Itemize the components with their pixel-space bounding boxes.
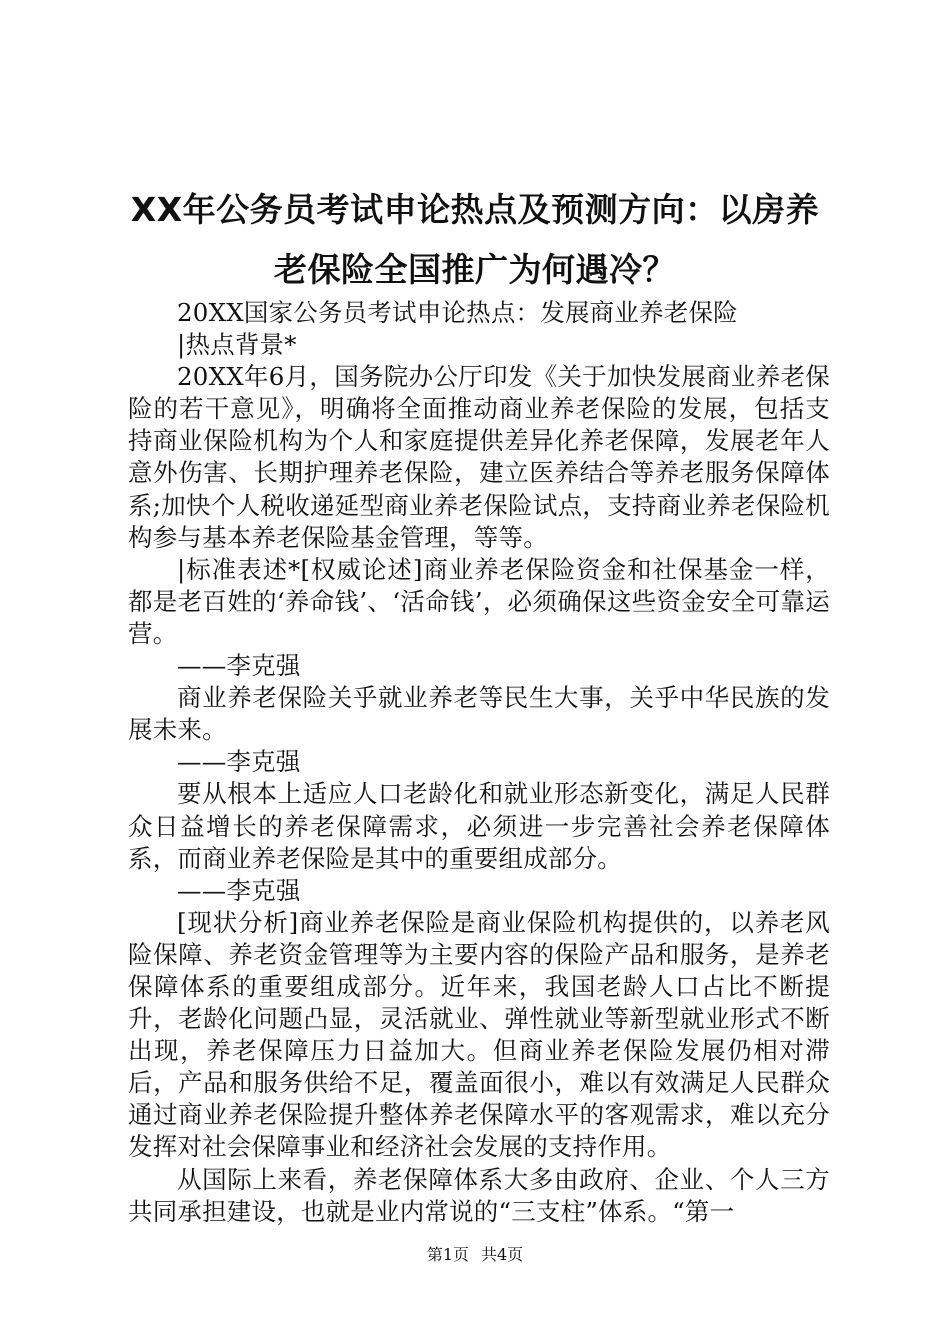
paragraph-quote: 要从根本上适应人口老龄化和就业形态新变化，满足人民群众日益增长的养老保障需求，必须进一步完善社会养老保障体系，而商业养老保险是其中的重要组成部分。 xyxy=(128,779,830,873)
paragraph-attribution: ——李克强 xyxy=(177,651,301,681)
paragraph-attribution: ——李克强 xyxy=(177,875,301,905)
document-body xyxy=(128,297,830,1228)
paragraph-standard-statement: |标准表述*[权威论述]商业养老保险资金和社保基金一样，都是老百姓的‘养命钱’、‘活命钱’，必须确保这些资金安全可靠运营。 xyxy=(128,554,830,648)
paragraph-status-analysis: [现状分析]商业养老保险是商业保险机构提供的，以养老风险保障、养老资金管理等为主要内容的保险产品和服务，是养老保障体系的重要组成部分。近年来，我国老龄人口占比不断提升，老龄化问题凸显，灵活就业、弹性就业等新型就业形式不断出现，养老保障压力日益加大。但商业养老保险发展仍相对滞后，产品和服务供给不足，覆盖面很小，难以有效满足人民群众通过商业养老保险提升整体养老保障水平的客观需求，难以充分发挥对社会保障事业和经济社会发展的支持作用。 xyxy=(128,907,830,1162)
paragraph-international: 从国际上来看，养老保障体系大多由政府、企业、个人三方共同承担建设，也就是业内常说的“三支柱”体系。“第一 xyxy=(128,1164,830,1226)
paragraph-subtitle: 20XX国家公务员考试申论热点：发展商业养老保险 xyxy=(177,298,738,327)
paragraph-quote: 商业养老保险关乎就业养老等民生大事，关乎中华民族的发展未来。 xyxy=(128,683,830,745)
page-footer xyxy=(0,1244,950,1266)
paragraph-section-background: |热点背景* xyxy=(177,330,297,360)
page-total: 共4页 xyxy=(481,1245,524,1264)
paragraph-background-text: 20XX年6月，国务院办公厅印发《关于加快发展商业养老保险的若干意见》，明确将全面推动商业养老保险的发展，包括支持商业保险机构为个人和家庭提供差异化养老保障，发展老年人意外伤害、长期护理养老保险，建立医养结合等养老服务保障体系;加快个人税收递延型商业养老保险试点，支持商业养老保险机构参与基本养老保险基金管理，等等。 xyxy=(128,362,830,552)
page-number: 第1页 xyxy=(426,1245,469,1264)
paragraph-attribution: ——李克强 xyxy=(177,747,301,777)
document-title: XX年公务员考试申论热点及预测方向：以房养老保险全国推广为何遇冷？ xyxy=(130,190,820,289)
